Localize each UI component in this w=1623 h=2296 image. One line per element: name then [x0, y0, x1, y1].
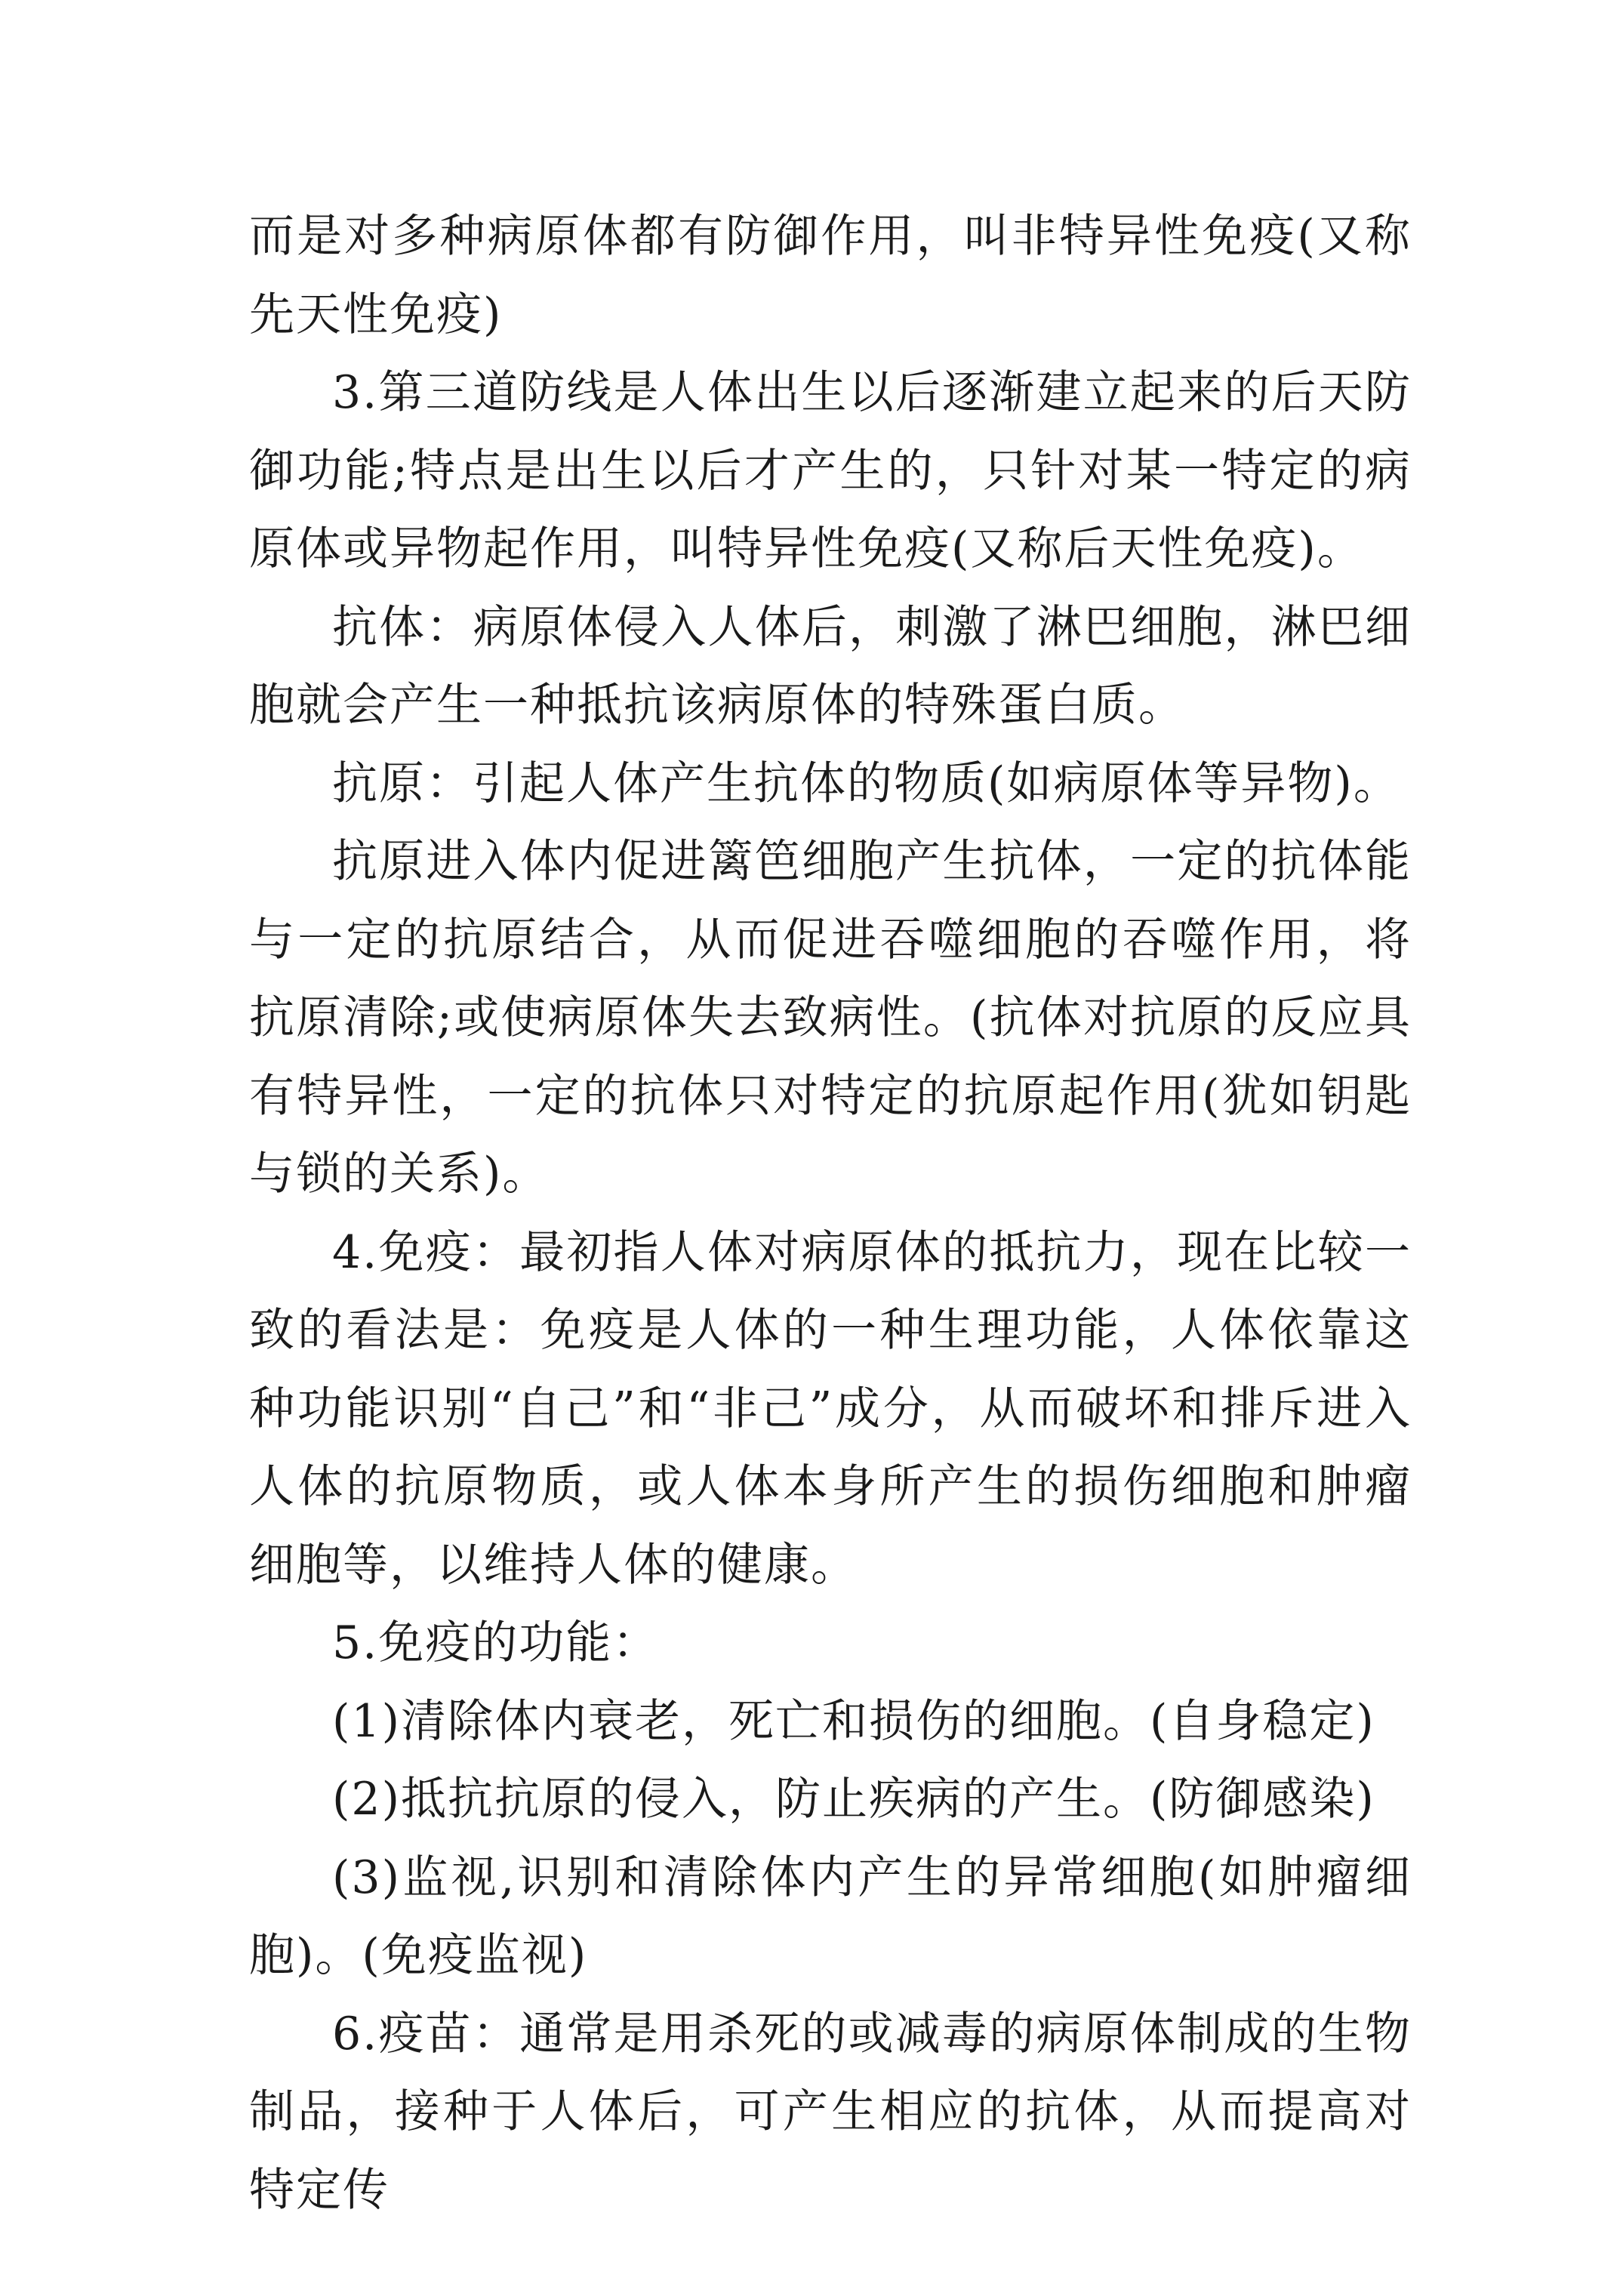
- paragraph-antigen-definition: 抗原：引起人体产生抗体的物质(如病原体等异物)。: [332, 757, 1400, 810]
- paragraph-third-defense-line: 3.第三道防线是人体出生以后逐渐建立起来的后天防御功能;特点是出生以后才产生的，只针对某一特定的病原体或异物起作用，叫特异性免疫(又称后天性免疫)。: [249, 366, 1412, 575]
- document-body: [249, 198, 1412, 2230]
- paragraph-immunity-definition: 4.免疫：最初指人体对病原体的抵抗力，现在比较一致的看法是：免疫是人体的一种生理功能，人体依靠这种功能识别“自己”和“非己”成分，从而破坏和排斥进入人体的抗原物质，或人体本身所产生的损伤细胞和肿瘤细胞等，以维持人体的健康。: [249, 1225, 1412, 1592]
- paragraph-nonspecific-immunity-continued: 而是对多种病原体都有防御作用，叫非特异性免疫(又称先天性免疫): [249, 210, 1412, 341]
- paragraph-antigen-antibody-reaction: 抗原进入体内促进篱笆细胞产生抗体，一定的抗体能与一定的抗原结合，从而促进吞噬细胞的吞噬作用，将抗原清除;或使病原体失去致病性。(抗体对抗原的反应具有特异性，一定的抗体只对特定的抗原起作用(犹如钥匙与锁的关系)。: [249, 835, 1412, 1200]
- heading-immunity-functions: 5.免疫的功能：: [332, 1616, 660, 1669]
- paragraph-antibody-definition: 抗体：病原体侵入人体后，刺激了淋巴细胞，淋巴细胞就会产生一种抵抗该病原体的特殊蛋白质。: [249, 600, 1412, 732]
- list-item-infection-defense: (2)抵抗抗原的侵入，防止疾病的产生。(防御感染): [332, 1773, 1375, 1826]
- list-item-immune-surveillance: (3)监视,识别和清除体内产生的异常细胞(如肿瘤细胞)。(免疫监视): [249, 1851, 1412, 1982]
- list-item-self-stability: (1)清除体内衰老，死亡和损伤的细胞。(自身稳定): [332, 1694, 1375, 1748]
- paragraph-vaccine-definition: 6.疫苗：通常是用杀死的或减毒的病原体制成的生物制品，接种于人体后，可产生相应的抗体，从而提高对特定传: [249, 2007, 1412, 2217]
